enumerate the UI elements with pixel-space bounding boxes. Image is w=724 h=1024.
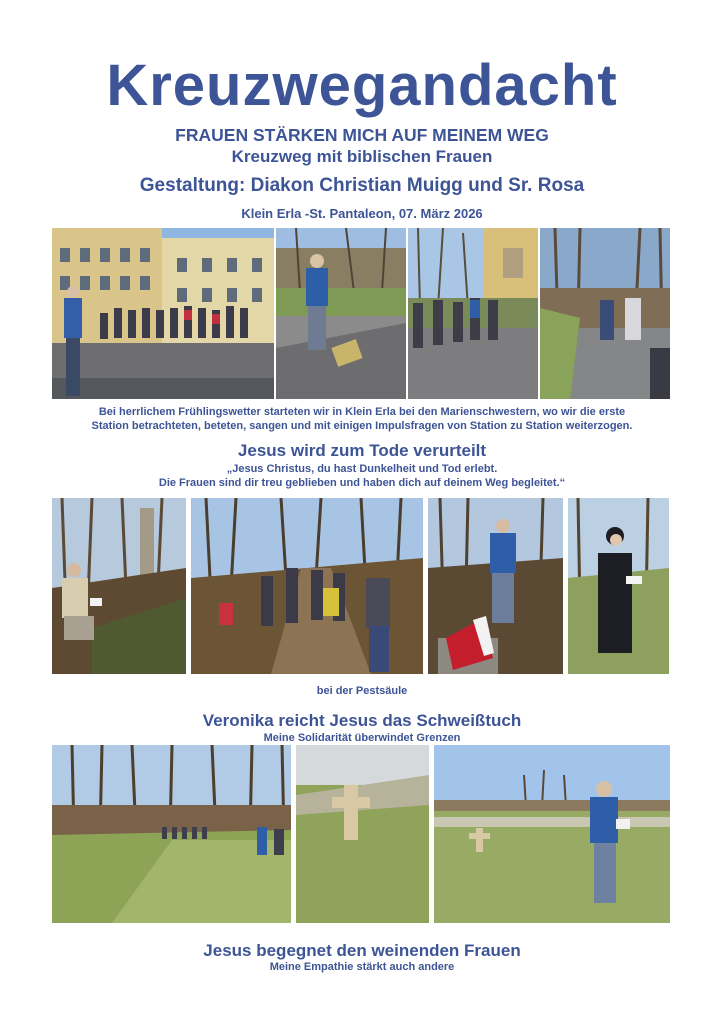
quote-line: Die Frauen sind dir treu geblieben und haben dich auf deinem Weg begleitet.“ xyxy=(158,477,566,489)
photo-stone-cross xyxy=(296,745,429,923)
section1-caption xyxy=(0,405,724,433)
quote-line: „Jesus Christus, du hast Dunkelheit und Tod erlebt. xyxy=(226,463,498,475)
place-date: Klein Erla -St. Pantaleon, 07. März 2026 xyxy=(241,206,483,221)
section3-subheading: Meine Solidarität überwindet Grenzen xyxy=(263,732,461,744)
subtitle: FRAUEN STÄRKEN MICH AUF MEINEM WEG xyxy=(175,125,549,145)
section2-heading: Jesus wird zum Tode verurteilt xyxy=(237,441,487,460)
photo-group-walking xyxy=(408,228,538,399)
caption-line: Station betrachteten, beteten, sangen und mit einigen Impulsfragen von Station zu Station weiterzogen. xyxy=(91,420,633,432)
photo-group-meadow-edge xyxy=(52,745,291,923)
caption-line: Bei herrlichem Frühlingswetter starteten wir in Klein Erla bei den Marienschwestern, wo wir die erste xyxy=(98,406,626,418)
section4-subheading: Meine Empathie stärkt auch andere xyxy=(269,961,455,973)
photo-woman-seated-reading xyxy=(52,498,186,674)
page-title: Kreuzwegandacht xyxy=(106,53,618,118)
photo-speaker-reading xyxy=(276,228,406,399)
section2-caption: bei der Pestsäule xyxy=(316,685,408,697)
section2-quote xyxy=(0,462,724,490)
photo-group-at-convent xyxy=(52,228,274,399)
photo-speaker-at-column xyxy=(428,498,563,674)
photo-sister-reading xyxy=(568,498,669,674)
photo-speaker-field xyxy=(434,745,670,923)
subtitle-secondary: Kreuzweg mit biblischen Frauen xyxy=(231,147,493,166)
photo-path-walk xyxy=(540,228,670,399)
organizers: Gestaltung: Diakon Christian Muigg und Sr. Rosa xyxy=(139,175,585,196)
photo-group-forest-path xyxy=(191,498,423,674)
section3-heading: Veronika reicht Jesus das Schweißtuch xyxy=(202,711,522,730)
section4-heading: Jesus begegnet den weinenden Frauen xyxy=(203,941,521,960)
